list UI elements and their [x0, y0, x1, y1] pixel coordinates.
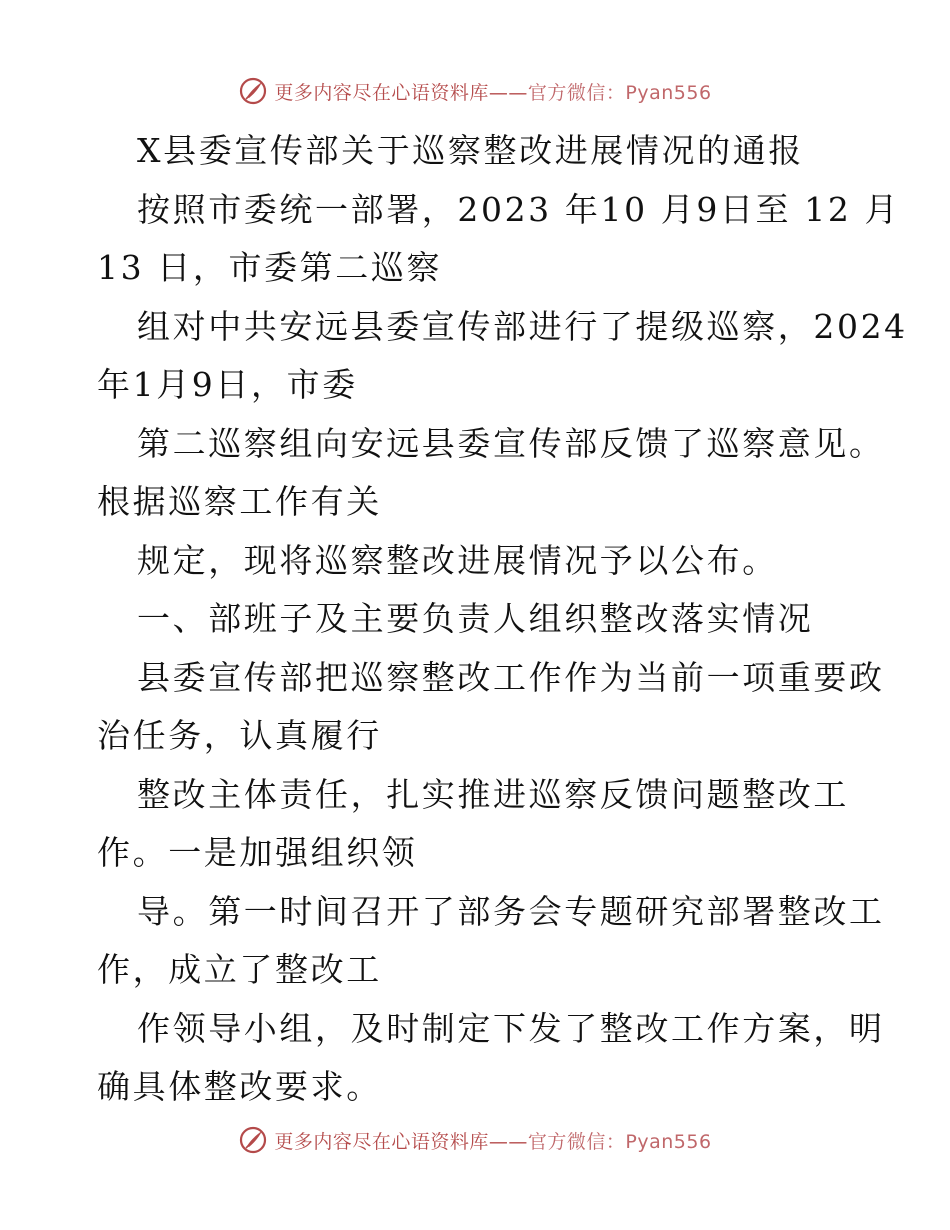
paragraph-line: 规定，现将巡察整改进展情况予以公布。	[137, 540, 778, 580]
watermark-text	[274, 78, 711, 105]
watermark-wechat: 官方微信：Pyan556	[527, 1130, 712, 1153]
watermark-group	[238, 76, 711, 106]
footer-watermark	[0, 1123, 950, 1157]
paragraph-line: 第二巡察组向安远县委宣传部反馈了巡察意见。	[137, 423, 885, 463]
paragraph-line: 作。一是加强组织领	[97, 833, 418, 872]
paragraph-line: 根据巡察工作有关	[97, 482, 382, 521]
paragraph-line: 作领导小组，及时制定下发了整改工作方案，明	[137, 1008, 885, 1048]
paragraph-line: 年1月9日，市委	[97, 365, 358, 404]
watermark-wechat: 官方微信：Pyan556	[527, 81, 712, 104]
paragraph-line: 确具体整改要求。	[97, 1067, 382, 1106]
paragraph-line: 作，成立了整改工	[97, 950, 382, 989]
paragraph-line: 整改主体责任，扎实推进巡察反馈问题整改工	[137, 774, 849, 814]
paragraph-line: 导。第一时间召开了部务会专题研究部署整改工	[137, 891, 885, 931]
watermark-site: 更多内容尽在心语资料库	[274, 81, 489, 104]
watermark-site: 更多内容尽在心语资料库	[274, 1130, 489, 1153]
quill-circle-icon	[238, 1125, 268, 1155]
paragraph-line: 按照市委统一部署，2023 年10 月9日至 12 月	[137, 189, 901, 229]
paragraph-line: 组对中共安远县委宣传部进行了提级巡察，2024	[137, 306, 908, 346]
document-body	[97, 122, 908, 1117]
watermark-group	[238, 1125, 711, 1155]
header-watermark	[0, 74, 950, 108]
paragraph-line: 县委宣传部把巡察整改工作作为当前一项重要政	[137, 657, 885, 697]
section-heading: 一、部班子及主要负责人组织整改落实情况	[137, 599, 814, 638]
watermark-separator: ——	[488, 81, 528, 104]
watermark-text	[274, 1127, 711, 1154]
watermark-separator: ——	[488, 1130, 528, 1153]
paragraph-line: 13 日，市委第二巡察	[97, 248, 443, 287]
document-title: X县委宣传部关于巡察整改进展情况的通报	[137, 131, 804, 170]
quill-circle-icon	[238, 76, 268, 106]
paragraph-line: 治任务，认真履行	[97, 716, 382, 755]
